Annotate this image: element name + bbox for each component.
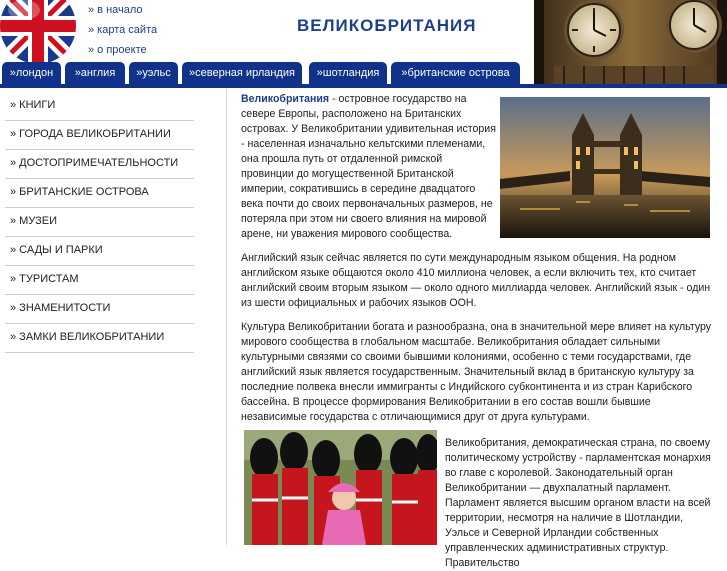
sidebar-item-museums[interactable]: » МУЗЕИ <box>5 208 194 237</box>
sitemap-link[interactable]: » карта сайта <box>88 24 158 36</box>
tab-northern-ireland[interactable]: »северная ирландия <box>182 62 302 84</box>
culture-paragraph: Культура Великобритании богата и разнообразна, она в значительной мере влияет на культуру мирового сообщества в глобальном масштабе. Великобритания обладает сильными культурными связями со своими бывшими колониями, особенно с теми государствами, где английский язык является государственным. Значительный вклад в британскую культуру за последние полвека внесли иммигранты с Индийского субконтинента и из стран Карибского бассейна. В процессе формирования Великобритании в его состав вошли бывшие независимые государства с отличающимися друг от друга культурами. <box>241 321 712 423</box>
language-paragraph: Английский язык сейчас является по сути международным языком общения. На родном английском языке общаются около 410 миллиона человек, а если включить тех, кто считает английский своим вторым языком — около одного миллиарда человек. Английский язык - один из шести официальных и рабочих языков ООН. <box>241 252 711 309</box>
nav-underline <box>0 84 727 88</box>
union-jack-logo <box>0 0 76 62</box>
sidebar-item-books[interactable]: » КНИГИ <box>5 92 194 121</box>
sidebar-item-british-isles[interactable]: » БРИТАНСКИЕ ОСТРОВА <box>5 179 194 208</box>
politics-paragraph: Великобритания, демократическая страна, по своему политическому устройству - парламентская монархия во главе с королевой. Законодательный орган Великобритании — двухпалатный парламент. Парламент является высшим органом власти на всей территории, несмотря на наличие в Шотландии, Уэльсе и Северной Ирландии собственных управленческих административных структур. Правительство <box>445 436 711 569</box>
sidebar-item-gardens-parks[interactable]: » САДЫ И ПАРКИ <box>5 237 194 266</box>
sidebar-item-tourists[interactable]: » ТУРИСТАМ <box>5 266 194 295</box>
site-title: ВЕЛИКОБРИТАНИЯ <box>297 16 477 35</box>
big-ben-image <box>534 0 727 88</box>
intro-paragraph <box>241 92 497 242</box>
tab-london[interactable]: »лондон <box>2 62 61 84</box>
intro-heading: Великобритания <box>241 93 330 105</box>
sidebar-item-sights[interactable]: » ДОСТОПРИМЕЧАТЕЛЬНОСТИ <box>5 150 194 179</box>
tab-scotland[interactable]: »шотландия <box>309 62 387 84</box>
intro-text: - островное государство на севере Европы, расположено на Британских островах. У Великобритании удивительная история - населенная изначально кельтскими племенами, она прошла путь от отдаленной римской провинции до могущественной Британской империи, сократившись в середине двадцатого века почти до своих первоначальных размеров, не потеряла при этом ни своего влияния на мировой арене, ни уважения мирового сообщества. <box>241 93 496 240</box>
home-link[interactable]: » в начало <box>88 4 143 16</box>
royal-guards-image <box>244 430 437 545</box>
main-nav <box>0 62 534 84</box>
tab-england[interactable]: »англия <box>65 62 125 84</box>
tab-british-isles[interactable]: »британские острова <box>391 62 520 84</box>
tab-wales[interactable]: »уэльс <box>129 62 178 84</box>
about-link[interactable]: » о проекте <box>88 44 147 56</box>
main-content <box>241 92 713 434</box>
sidebar-item-castles[interactable]: » ЗАМКИ ВЕЛИКОБРИТАНИИ <box>5 324 194 353</box>
sidebar <box>5 92 194 353</box>
top-links <box>88 0 157 60</box>
sidebar-item-celebrities[interactable]: » ЗНАМЕНИТОСТИ <box>5 295 194 324</box>
sidebar-item-cities[interactable]: » ГОРОДА ВЕЛИКОБРИТАНИИ <box>5 121 194 150</box>
column-divider <box>226 88 227 545</box>
